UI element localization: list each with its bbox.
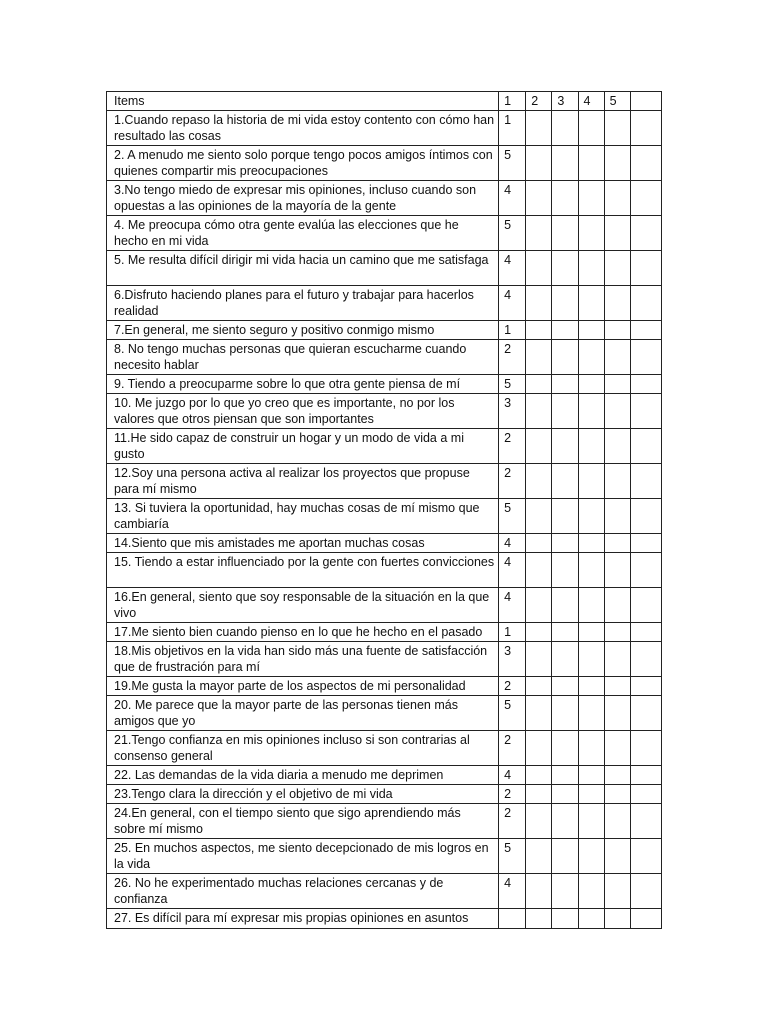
empty-score-cell	[630, 111, 661, 146]
empty-score-cell	[552, 146, 578, 181]
empty-score-cell	[552, 181, 578, 216]
item-text: 24.En general, con el tiempo siento que sigo aprendiendo más sobre mí mismo	[107, 804, 499, 839]
item-text: 20. Me parece que la mayor parte de las personas tienen más amigos que yo	[107, 696, 499, 731]
empty-score-cell	[578, 181, 604, 216]
answer-cell: 2	[499, 464, 526, 499]
empty-score-cell	[552, 286, 578, 321]
empty-score-cell	[578, 588, 604, 623]
empty-score-cell	[578, 785, 604, 804]
empty-score-cell	[526, 146, 552, 181]
empty-score-cell	[578, 553, 604, 588]
item-text: 5. Me resulta difícil dirigir mi vida hacia un camino que me satisfaga	[107, 251, 499, 286]
empty-score-cell	[526, 623, 552, 642]
table-row	[107, 429, 662, 464]
empty-score-cell	[630, 216, 661, 251]
table-row	[107, 677, 662, 696]
empty-score-cell	[552, 321, 578, 340]
empty-score-cell	[630, 766, 661, 785]
empty-score-cell	[578, 534, 604, 553]
empty-score-cell	[604, 804, 630, 839]
table-row	[107, 696, 662, 731]
table-row	[107, 340, 662, 375]
empty-score-cell	[604, 677, 630, 696]
item-text: 27. Es difícil para mí expresar mis propias opiniones en asuntos	[107, 909, 499, 929]
empty-score-cell	[604, 839, 630, 874]
answer-cell: 2	[499, 340, 526, 375]
empty-score-cell	[604, 553, 630, 588]
empty-score-cell	[526, 909, 552, 929]
empty-score-cell	[578, 677, 604, 696]
table-body	[107, 92, 662, 929]
empty-score-cell	[526, 111, 552, 146]
empty-score-cell	[630, 785, 661, 804]
empty-score-cell	[578, 429, 604, 464]
table-row	[107, 146, 662, 181]
header-scale-3: 3	[552, 92, 578, 111]
empty-score-cell	[552, 111, 578, 146]
empty-score-cell	[552, 375, 578, 394]
header-row	[107, 92, 662, 111]
header-scale-4: 4	[578, 92, 604, 111]
item-text: 12.Soy una persona activa al realizar los proyectos que propuse para mí mismo	[107, 464, 499, 499]
empty-score-cell	[604, 534, 630, 553]
item-text: 11.He sido capaz de construir un hogar y un modo de vida a mi gusto	[107, 429, 499, 464]
empty-score-cell	[526, 286, 552, 321]
answer-cell: 4	[499, 766, 526, 785]
item-text: 15. Tiendo a estar influenciado por la gente con fuertes convicciones	[107, 553, 499, 588]
table-row	[107, 909, 662, 929]
empty-score-cell	[552, 553, 578, 588]
empty-score-cell	[630, 588, 661, 623]
empty-score-cell	[630, 251, 661, 286]
empty-score-cell	[630, 340, 661, 375]
empty-score-cell	[552, 623, 578, 642]
empty-score-cell	[578, 321, 604, 340]
answer-cell: 4	[499, 534, 526, 553]
empty-score-cell	[604, 216, 630, 251]
empty-score-cell	[578, 499, 604, 534]
empty-score-cell	[604, 286, 630, 321]
empty-score-cell	[630, 181, 661, 216]
table-row	[107, 642, 662, 677]
empty-score-cell	[552, 340, 578, 375]
table-row	[107, 464, 662, 499]
empty-score-cell	[604, 111, 630, 146]
empty-score-cell	[630, 146, 661, 181]
empty-score-cell	[578, 909, 604, 929]
empty-score-cell	[526, 340, 552, 375]
empty-score-cell	[604, 394, 630, 429]
table-row	[107, 394, 662, 429]
item-text: 4. Me preocupa cómo otra gente evalúa las elecciones que he hecho en mi vida	[107, 216, 499, 251]
empty-score-cell	[526, 839, 552, 874]
empty-score-cell	[526, 677, 552, 696]
header-scale-1: 1	[499, 92, 526, 111]
empty-score-cell	[630, 642, 661, 677]
answer-cell: 5	[499, 146, 526, 181]
table-row	[107, 785, 662, 804]
empty-score-cell	[630, 731, 661, 766]
empty-score-cell	[604, 766, 630, 785]
empty-score-cell	[604, 321, 630, 340]
table-row	[107, 111, 662, 146]
answer-cell	[499, 909, 526, 929]
empty-score-cell	[552, 909, 578, 929]
item-text: 18.Mis objetivos en la vida han sido más una fuente de satisfacción que de frustración para mí	[107, 642, 499, 677]
empty-score-cell	[604, 785, 630, 804]
empty-score-cell	[552, 216, 578, 251]
answer-cell: 1	[499, 623, 526, 642]
empty-score-cell	[552, 696, 578, 731]
empty-score-cell	[578, 766, 604, 785]
empty-score-cell	[578, 642, 604, 677]
empty-score-cell	[630, 623, 661, 642]
empty-score-cell	[630, 804, 661, 839]
table-row	[107, 731, 662, 766]
item-text: 14.Siento que mis amistades me aportan muchas cosas	[107, 534, 499, 553]
item-text: 23.Tengo clara la dirección y el objetivo de mi vida	[107, 785, 499, 804]
answer-cell: 2	[499, 731, 526, 766]
header-scale-blank	[630, 92, 661, 111]
answer-cell: 4	[499, 874, 526, 909]
table-row	[107, 499, 662, 534]
empty-score-cell	[630, 464, 661, 499]
item-text: 19.Me gusta la mayor parte de los aspectos de mi personalidad	[107, 677, 499, 696]
empty-score-cell	[578, 216, 604, 251]
empty-score-cell	[630, 375, 661, 394]
table-row	[107, 321, 662, 340]
empty-score-cell	[604, 499, 630, 534]
item-text: 17.Me siento bien cuando pienso en lo que he hecho en el pasado	[107, 623, 499, 642]
item-text: 16.En general, siento que soy responsable de la situación en la que vivo	[107, 588, 499, 623]
empty-score-cell	[526, 804, 552, 839]
table-row	[107, 804, 662, 839]
empty-score-cell	[604, 251, 630, 286]
table-row	[107, 375, 662, 394]
empty-score-cell	[526, 251, 552, 286]
empty-score-cell	[526, 216, 552, 251]
empty-score-cell	[526, 181, 552, 216]
answer-cell: 3	[499, 394, 526, 429]
empty-score-cell	[604, 464, 630, 499]
empty-score-cell	[552, 499, 578, 534]
answer-cell: 2	[499, 429, 526, 464]
answer-cell: 4	[499, 553, 526, 588]
empty-score-cell	[526, 394, 552, 429]
empty-score-cell	[578, 623, 604, 642]
answer-cell: 5	[499, 216, 526, 251]
item-text: 21.Tengo confianza en mis opiniones incluso si son contrarias al consenso general	[107, 731, 499, 766]
item-text: 10. Me juzgo por lo que yo creo que es importante, no por los valores que otros piensan que son importantes	[107, 394, 499, 429]
answer-cell: 4	[499, 251, 526, 286]
empty-score-cell	[578, 251, 604, 286]
answer-cell: 2	[499, 804, 526, 839]
empty-score-cell	[630, 696, 661, 731]
table-row	[107, 553, 662, 588]
empty-score-cell	[578, 874, 604, 909]
empty-score-cell	[630, 909, 661, 929]
empty-score-cell	[552, 677, 578, 696]
answer-cell: 5	[499, 839, 526, 874]
empty-score-cell	[578, 146, 604, 181]
empty-score-cell	[630, 839, 661, 874]
empty-score-cell	[604, 146, 630, 181]
table-row	[107, 251, 662, 286]
table-row	[107, 588, 662, 623]
header-items: Items	[107, 92, 499, 111]
empty-score-cell	[526, 464, 552, 499]
item-text: 22. Las demandas de la vida diaria a menudo me deprimen	[107, 766, 499, 785]
table-row	[107, 534, 662, 553]
empty-score-cell	[552, 785, 578, 804]
empty-score-cell	[578, 375, 604, 394]
empty-score-cell	[526, 874, 552, 909]
answer-cell: 4	[499, 286, 526, 321]
empty-score-cell	[630, 321, 661, 340]
empty-score-cell	[578, 696, 604, 731]
empty-score-cell	[578, 839, 604, 874]
empty-score-cell	[552, 534, 578, 553]
questionnaire-table	[106, 91, 662, 929]
empty-score-cell	[526, 785, 552, 804]
empty-score-cell	[604, 623, 630, 642]
table-row	[107, 181, 662, 216]
answer-cell: 5	[499, 375, 526, 394]
table-row	[107, 874, 662, 909]
answer-cell: 4	[499, 588, 526, 623]
empty-score-cell	[604, 588, 630, 623]
empty-score-cell	[604, 340, 630, 375]
item-text: 9. Tiendo a preocuparme sobre lo que otra gente piensa de mí	[107, 375, 499, 394]
empty-score-cell	[578, 731, 604, 766]
empty-score-cell	[526, 588, 552, 623]
empty-score-cell	[526, 321, 552, 340]
empty-score-cell	[552, 766, 578, 785]
empty-score-cell	[578, 394, 604, 429]
empty-score-cell	[552, 642, 578, 677]
answer-cell: 4	[499, 181, 526, 216]
item-text: 25. En muchos aspectos, me siento decepcionado de mis logros en la vida	[107, 839, 499, 874]
empty-score-cell	[604, 731, 630, 766]
empty-score-cell	[526, 766, 552, 785]
empty-score-cell	[630, 534, 661, 553]
empty-score-cell	[604, 181, 630, 216]
empty-score-cell	[552, 588, 578, 623]
empty-score-cell	[552, 251, 578, 286]
header-scale-2: 2	[526, 92, 552, 111]
empty-score-cell	[552, 464, 578, 499]
empty-score-cell	[578, 340, 604, 375]
empty-score-cell	[630, 499, 661, 534]
item-text: 8. No tengo muchas personas que quieran escucharme cuando necesito hablar	[107, 340, 499, 375]
empty-score-cell	[630, 286, 661, 321]
empty-score-cell	[578, 111, 604, 146]
empty-score-cell	[552, 874, 578, 909]
answer-cell: 5	[499, 499, 526, 534]
answer-cell: 3	[499, 642, 526, 677]
empty-score-cell	[526, 534, 552, 553]
empty-score-cell	[604, 375, 630, 394]
empty-score-cell	[526, 696, 552, 731]
answer-cell: 1	[499, 111, 526, 146]
empty-score-cell	[630, 553, 661, 588]
empty-score-cell	[604, 909, 630, 929]
table-row	[107, 766, 662, 785]
empty-score-cell	[552, 394, 578, 429]
item-text: 1.Cuando repaso la historia de mi vida estoy contento con cómo han resultado las cosas	[107, 111, 499, 146]
empty-score-cell	[526, 553, 552, 588]
header-scale-5: 5	[604, 92, 630, 111]
empty-score-cell	[526, 499, 552, 534]
empty-score-cell	[552, 804, 578, 839]
table-row	[107, 286, 662, 321]
empty-score-cell	[526, 375, 552, 394]
item-text: 2. A menudo me siento solo porque tengo pocos amigos íntimos con quienes compartir mis preocupaciones	[107, 146, 499, 181]
empty-score-cell	[630, 429, 661, 464]
table-row	[107, 839, 662, 874]
item-text: 7.En general, me siento seguro y positivo conmigo mismo	[107, 321, 499, 340]
empty-score-cell	[578, 804, 604, 839]
item-text: 26. No he experimentado muchas relaciones cercanas y de confianza	[107, 874, 499, 909]
empty-score-cell	[552, 429, 578, 464]
empty-score-cell	[604, 696, 630, 731]
item-text: 13. Si tuviera la oportunidad, hay muchas cosas de mí mismo que cambiaría	[107, 499, 499, 534]
empty-score-cell	[552, 839, 578, 874]
empty-score-cell	[630, 874, 661, 909]
empty-score-cell	[604, 642, 630, 677]
answer-cell: 2	[499, 677, 526, 696]
answer-cell: 5	[499, 696, 526, 731]
empty-score-cell	[630, 677, 661, 696]
empty-score-cell	[604, 429, 630, 464]
empty-score-cell	[578, 464, 604, 499]
empty-score-cell	[526, 429, 552, 464]
empty-score-cell	[552, 731, 578, 766]
answer-cell: 2	[499, 785, 526, 804]
table-row	[107, 623, 662, 642]
item-text: 3.No tengo miedo de expresar mis opiniones, incluso cuando son opuestas a las opiniones de la mayoría de la gente	[107, 181, 499, 216]
empty-score-cell	[526, 731, 552, 766]
empty-score-cell	[604, 874, 630, 909]
empty-score-cell	[578, 286, 604, 321]
empty-score-cell	[526, 642, 552, 677]
answer-cell: 1	[499, 321, 526, 340]
item-text: 6.Disfruto haciendo planes para el futuro y trabajar para hacerlos realidad	[107, 286, 499, 321]
empty-score-cell	[630, 394, 661, 429]
table-row	[107, 216, 662, 251]
